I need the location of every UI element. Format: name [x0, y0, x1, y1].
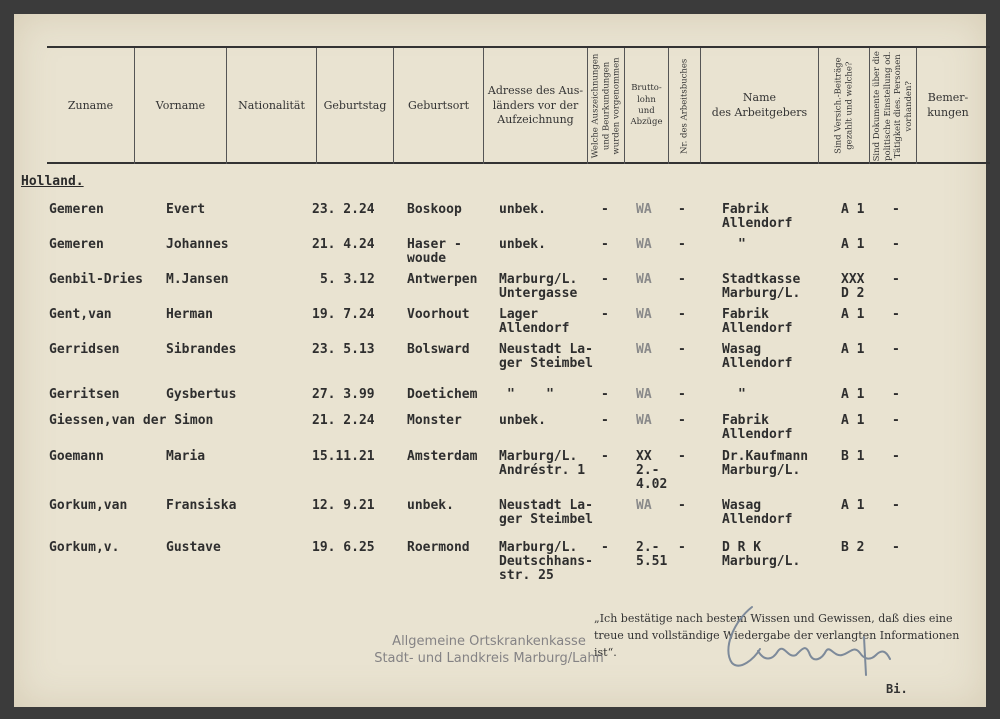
cell-auszeichnung: - [601, 307, 609, 322]
signature-stroke [728, 607, 890, 675]
cell-arbeitgeber: Fabrik Allendorf [722, 307, 793, 336]
cell-beitrag: A 1 [841, 237, 865, 252]
cell-dokumente: - [892, 498, 900, 513]
cell-arbeitsbuch: - [678, 237, 686, 252]
cell-adresse: Marburg/L. Untergasse [499, 272, 578, 301]
cell-vorname: Johannes [166, 237, 229, 252]
cell-geburtsort: Doetichem [407, 387, 478, 402]
cell-dokumente: - [892, 342, 900, 357]
cell-auszeichnung: - [601, 272, 609, 287]
certification-note: „Ich bestätige nach bestem Wissen und Gewissen, daß dies eine treue und vollständige Wiedergabe der verlangten Informationen ist“. [594, 612, 960, 660]
cell-geburtstag: 15.11.21 [312, 449, 375, 464]
cell-geburtsort: unbek. [407, 498, 454, 513]
cell-lohn: WA [636, 202, 652, 217]
table-row [14, 414, 986, 454]
cell-lohn: WA [636, 272, 652, 287]
header-vorname: Vorname [155, 98, 206, 112]
header-arbeitsbuch [669, 48, 700, 164]
cell-geburtstag: 27. 3.99 [312, 387, 375, 402]
cell-zuname: Gemeren [49, 237, 104, 252]
cell-dokumente: - [892, 413, 900, 428]
clerk-initials: Bi. [886, 682, 908, 696]
header-dokumente-text: Sind Dokumente über die politische Einstellung od. Tätigkeit dies. Personen vorhanden? [871, 50, 914, 162]
cell-zuname: Goemann [49, 449, 104, 464]
table-row [14, 450, 986, 490]
cell-geburtsort: Boskoop [407, 202, 462, 217]
cell-lohn: WA [636, 307, 652, 322]
header-geburtstag: Geburtstag [323, 98, 387, 112]
cell-beitrag: B 1 [841, 449, 865, 464]
cell-vorname: Sibrandes [166, 342, 237, 357]
cell-arbeitgeber: Fabrik Allendorf [722, 202, 793, 231]
cell-dokumente: - [892, 237, 900, 252]
cell-vorname: Gustave [166, 540, 221, 555]
cell-arbeitsbuch: - [678, 540, 686, 555]
section-label: Holland. [21, 174, 84, 189]
cell-arbeitsbuch: - [678, 342, 686, 357]
cell-arbeitsbuch: - [678, 202, 686, 217]
cell-auszeichnung: - [601, 540, 609, 555]
header-lohn: Brutto- lohn und Abzüge [630, 83, 663, 128]
cell-arbeitsbuch: - [678, 498, 686, 513]
cell-beitrag: A 1 [841, 498, 865, 513]
cell-auszeichnung: - [601, 202, 609, 217]
cell-zuname: Gorkum,van [49, 498, 128, 513]
cell-adresse: Lager Allendorf [499, 307, 570, 336]
cell-dokumente: - [892, 449, 900, 464]
cell-lohn: WA [636, 237, 652, 252]
cell-geburtstag: 19. 7.24 [312, 307, 375, 322]
cell-geburtsort: Monster [407, 413, 462, 428]
insurance-stamp [374, 634, 604, 668]
cell-auszeichnung: - [601, 413, 609, 428]
cell-dokumente: - [892, 307, 900, 322]
cell-beitrag: XXX D 2 [841, 272, 865, 301]
cell-adresse: Marburg/L. Andréstr. 1 [499, 449, 586, 478]
cell-arbeitgeber: " [738, 387, 746, 402]
cell-arbeitgeber: Wasag Allendorf [722, 342, 793, 371]
cell-lohn: WA [636, 413, 652, 428]
header-zuname: Zuname [67, 98, 114, 112]
cell-geburtstag: 12. 9.21 [312, 498, 375, 513]
cell-arbeitgeber: " [738, 237, 746, 252]
cell-adresse: Neustadt La- ger Steimbel [499, 342, 593, 371]
cell-dokumente: - [892, 272, 900, 287]
cell-geburtstag: 5. 3.12 [320, 272, 375, 287]
cell-arbeitsbuch: - [678, 387, 686, 402]
cell-lohn: WA [636, 387, 652, 402]
cell-geburtstag: 21. 2.24 [312, 413, 375, 428]
cell-dokumente: - [892, 540, 900, 555]
cell-zuname: Gorkum,v. [49, 540, 120, 555]
header-adresse: Adresse des Aus- länders vor der Aufzeichnung [487, 83, 584, 127]
cell-geburtstag: 23. 5.13 [312, 342, 375, 357]
cell-geburtsort: Amsterdam [407, 449, 478, 464]
cell-geburtsort: Haser - woude [407, 237, 462, 266]
cell-auszeichnung: - [601, 237, 609, 252]
cell-arbeitsbuch: - [678, 449, 686, 464]
cell-vorname: Fransiska [166, 498, 237, 513]
cell-vorname: Herman [166, 307, 213, 322]
cell-adresse: unbek. [499, 413, 546, 428]
cell-lohn: 2.- 5.51 [636, 540, 668, 569]
cell-vorname: Maria [166, 449, 206, 464]
cell-vorname: M.Jansen [166, 272, 229, 287]
cell-arbeitsbuch: - [678, 307, 686, 322]
cell-beitrag: A 1 [841, 413, 865, 428]
cell-zuname: Gerridsen [49, 342, 120, 357]
registration-card [14, 14, 986, 707]
stamp-line-1: Allgemeine Ortskrankenkasse [392, 634, 586, 649]
cell-beitrag: A 1 [841, 342, 865, 357]
cell-geburtstag: 23. 2.24 [312, 202, 375, 217]
cell-lohn: WA [636, 342, 652, 357]
header-auszeichnungen-text: Welche Auszeichnungen und Beurkundungen wurden vorgenommen [590, 53, 622, 159]
cell-lohn: XX 2.- 4.02 [636, 449, 668, 492]
cell-auszeichnung: - [601, 387, 609, 402]
cell-beitrag: A 1 [841, 202, 865, 217]
cell-adresse: unbek. [499, 237, 546, 252]
header-arbeitsbuch-text: Nr. des Arbeitsbuches [679, 58, 690, 154]
table-row [14, 499, 986, 539]
cell-zuname: Giessen,van der Simon [49, 413, 214, 428]
cell-lohn: WA [636, 498, 652, 513]
cell-geburtsort: Voorhout [407, 307, 470, 322]
cell-adresse: Neustadt La- ger Steimbel [499, 498, 593, 527]
cell-zuname: Gemeren [49, 202, 104, 217]
cell-zuname: Gerritsen [49, 387, 120, 402]
table-row [14, 541, 986, 581]
cell-dokumente: - [892, 202, 900, 217]
header-auszeichnungen [588, 48, 624, 164]
cell-geburtsort: Antwerpen [407, 272, 478, 287]
stamp-line-2: Stadt- und Landkreis Marburg/Lahn [374, 650, 604, 666]
cell-arbeitgeber: Stadtkasse Marburg/L. [722, 272, 801, 301]
cell-arbeitgeber: D R K Marburg/L. [722, 540, 801, 569]
cell-adresse: unbek. [499, 202, 546, 217]
cell-geburtsort: Roermond [407, 540, 470, 555]
header-geburtsort: Geburtsort [407, 98, 470, 112]
header-arbeitgeber: Name des Arbeitgebers [711, 91, 808, 119]
cell-adresse: " " [507, 387, 554, 402]
cell-beitrag: A 1 [841, 307, 865, 322]
cell-auszeichnung: - [601, 449, 609, 464]
cell-geburtstag: 19. 6.25 [312, 540, 375, 555]
header-nationalitaet: Nationalität [238, 98, 305, 112]
cell-geburtsort: Bolsward [407, 342, 470, 357]
cell-beitrag: B 2 [841, 540, 865, 555]
cell-arbeitgeber: Wasag Allendorf [722, 498, 793, 527]
cell-arbeitsbuch: - [678, 413, 686, 428]
header-beitraege-text: Sind Versich.-Beiträge gezahlt und welche? [833, 57, 855, 155]
cell-zuname: Gent,van [49, 307, 112, 322]
cell-dokumente: - [892, 387, 900, 402]
header-bemerkungen: Bemer- kungen [927, 91, 969, 119]
header-beitraege [819, 48, 869, 164]
cell-zuname: Genbil-Dries [49, 272, 143, 287]
cell-vorname: Evert [166, 202, 206, 217]
cell-beitrag: A 1 [841, 387, 865, 402]
cell-arbeitgeber: Dr.Kaufmann Marburg/L. [722, 449, 809, 478]
cell-arbeitgeber: Fabrik Allendorf [722, 413, 793, 442]
cell-geburtstag: 21. 4.24 [312, 237, 375, 252]
table-row [14, 343, 986, 383]
cell-vorname: Gysbertus [166, 387, 237, 402]
cell-arbeitsbuch: - [678, 272, 686, 287]
header-dokumente [870, 48, 916, 164]
signature-image [714, 599, 914, 679]
cell-adresse: Marburg/L. Deutschhans- str. 25 [499, 540, 593, 583]
